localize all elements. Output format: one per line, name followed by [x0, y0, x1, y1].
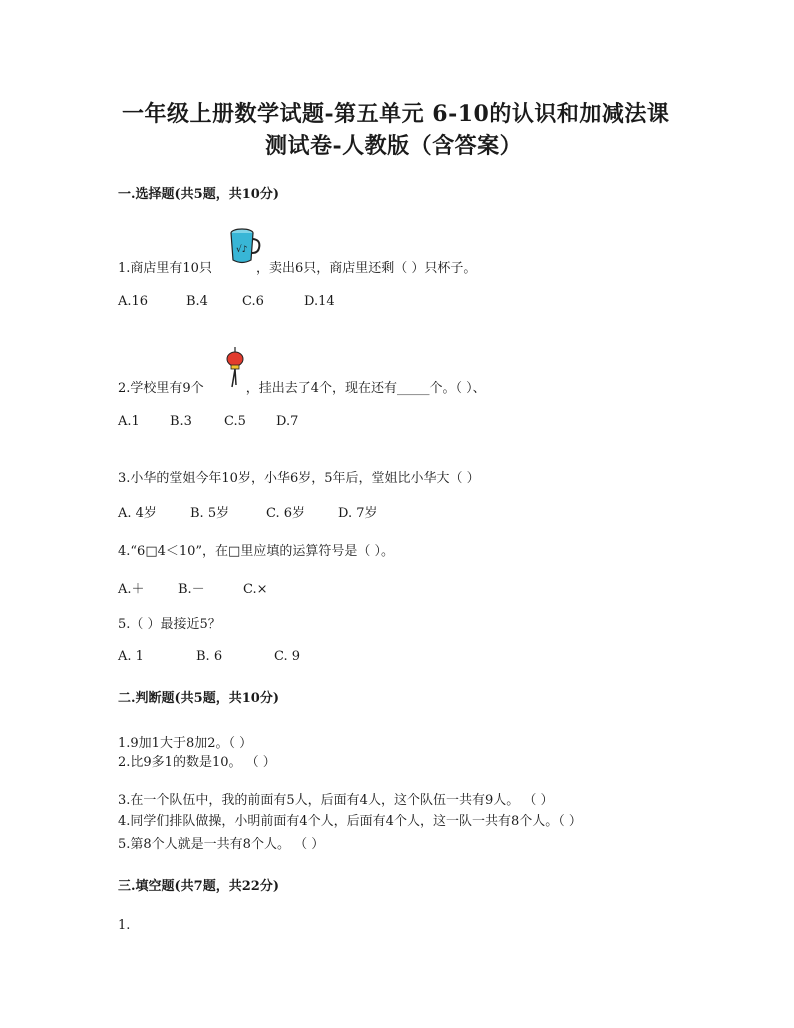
- option-d[interactable]: D.7: [276, 414, 299, 429]
- option-c[interactable]: C. 6岁: [266, 506, 306, 521]
- option-a[interactable]: A.＋: [118, 582, 145, 597]
- section-heading-fill: 三.填空题(共7题，共22分): [118, 879, 279, 894]
- question-1: [118, 257, 476, 276]
- option-a[interactable]: A. 1: [118, 649, 144, 664]
- section-heading-judgement: 二.判断题(共5题，共10分): [118, 691, 279, 706]
- option-c[interactable]: C.5: [224, 414, 246, 429]
- question-2: [118, 377, 486, 396]
- option-a[interactable]: A. 4岁: [118, 506, 157, 521]
- option-d[interactable]: D. 7岁: [338, 506, 378, 521]
- option-b[interactable]: B.－: [178, 582, 205, 597]
- page-title-line2: 测试卷-人教版（含答案）: [265, 133, 523, 159]
- fill-question-1: 1.: [118, 918, 131, 933]
- question-2-pre-text: 2.学校里有9个: [118, 381, 204, 396]
- question-2-post: ，挂出去了4个，现在还有_____个。（ ）、: [245, 381, 486, 396]
- judgement-item-4: 4.同学们排队做操，小明前面有4个人，后面有4个人，这一队一共有8个人。（ ）: [118, 814, 582, 829]
- question-5-options: [118, 649, 300, 664]
- svg-text:√♪: √♪: [236, 245, 248, 255]
- question-1-options: [118, 294, 335, 309]
- option-b[interactable]: B. 5岁: [190, 506, 230, 521]
- judgement-item-2: 2.比9多1的数是10。 （ ）: [118, 755, 276, 770]
- option-c[interactable]: C. 9: [274, 649, 301, 664]
- option-b[interactable]: B.3: [170, 414, 192, 429]
- question-4-options: [118, 578, 268, 597]
- option-c[interactable]: C.6: [242, 294, 264, 309]
- question-1-post: ，卖出6只，商店里还剩（ ）只杯子。: [255, 261, 477, 276]
- lantern-icon: [224, 347, 246, 389]
- cup-icon: [228, 226, 262, 266]
- question-4: 4.“6□4＜10”，在□里应填的运算符号是（ ）。: [118, 544, 394, 559]
- judgement-item-1: 1.9加1大于8加2。（ ）: [118, 736, 253, 751]
- question-3-options: [118, 502, 378, 521]
- question-2-options: [118, 414, 298, 429]
- option-a[interactable]: A.1: [118, 414, 140, 429]
- question-5: 5.（ ）最接近5？: [118, 617, 221, 632]
- judgement-item-5: 5.第8个人就是一共有8个人。 （ ）: [118, 837, 325, 852]
- option-d[interactable]: D.14: [304, 294, 335, 309]
- option-b[interactable]: B. 6: [196, 649, 223, 664]
- judgement-item-3: 3.在一个队伍中，我的前面有5人，后面有4人，这个队伍一共有9人。 （ ）: [118, 793, 554, 808]
- option-b[interactable]: B.4: [186, 294, 208, 309]
- section-heading-choice: 一.选择题(共5题，共10分): [118, 187, 279, 202]
- question-3: 3.小华的堂姐今年10岁，小华6岁，5年后，堂姐比小华大（ ）: [118, 471, 480, 486]
- page-title-line1: 一年级上册数学试题-第五单元 6-10的认识和加减法课: [122, 101, 670, 127]
- question-1-pre: 1.商店里有10只: [118, 261, 212, 276]
- option-c[interactable]: C.×: [243, 582, 268, 597]
- option-a[interactable]: A.16: [118, 294, 149, 309]
